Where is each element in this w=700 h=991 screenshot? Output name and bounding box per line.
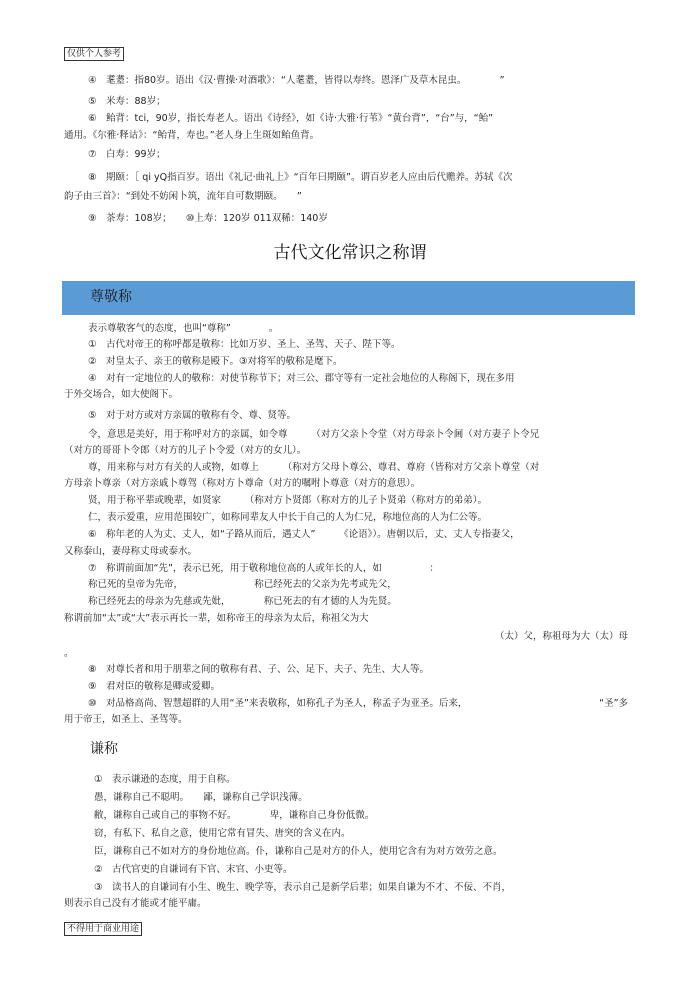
text-line: 方母亲卜尊亲（对方亲戚卜尊驾（称对方卜尊命（对方的嘱咐卜尊意（对方的意思）。 [64, 478, 421, 489]
section-heading: 尊敬称 [90, 289, 132, 305]
text-line: ⑨ 君对臣的敬称是卿或爱卿。 [88, 681, 221, 692]
text-line: 令，意思是美好，用于称呼对方的亲属，如令尊 （对方父亲卜令堂（对方母亲卜令阃（对方妻子卜令兄 [88, 429, 540, 440]
text-line: 愚，谦称自己不聪明。 鄙，谦称自己学识浅薄。 [94, 792, 308, 803]
text-line: ② 古代官吏的自谦词有下官、末官、小吏等。 [94, 864, 293, 875]
text-line: ⑨ 茶寿：108岁； ⑩上寿：120岁 011双稀：140岁 [88, 213, 328, 224]
text-line: ⑦ 白寿：99岁； [88, 149, 166, 160]
text-line: ⑧ 期颐：［ qi yQ指百岁。语出《礼记·曲礼上》“百年曰期颐”。谓百岁老人应由后代赡养。苏轼《次 [88, 172, 513, 183]
text-line: ② 对皇太子、亲王的敬称是殿下。③对将军的敬称是麾下。 [88, 356, 343, 367]
text-line: 通用。《尔雅·释诂》：“鲐背，寿也。”老人身上生斑如鲐鱼背。 [64, 130, 320, 141]
text-line: （对方的哥哥卜令郎（对方的儿子卜令爱（对方的女儿）。 [64, 445, 307, 456]
text-line: 称已经死去的母亲为先慈或先妣， 称已死去的有才德的人为先贤。 [88, 596, 397, 607]
text-line: 。 [64, 648, 74, 659]
text-line: 韵子由三首》：“到处不妨闲卜筑，流年自可数期颐。 ” [64, 191, 302, 202]
text-line: ⑤ 米寿：88岁； [88, 96, 166, 107]
text-line: ① 古代对帝王的称呼都是敬称：比如万岁、圣上、圣驾、天子、陛下等。 [88, 339, 401, 350]
text-line: 用于帝王，如圣上、圣驾等。 [64, 714, 188, 725]
text-line: 又称泰山，妻母称丈母或泰水。 [64, 546, 198, 557]
section-banner [62, 281, 635, 315]
text-line: 则表示自己没有才能或才能平庸。 [64, 898, 207, 909]
page-title: 古代文化常识之称谓 [273, 243, 427, 263]
text-line: ⑦ 称谓前面加“先”，表示已死，用于敬称地位高的人或年长的人，如 ： [88, 563, 439, 574]
text-line: 尊，用来称与对方有关的人或物，如尊上 （称对方父母卜尊公、尊君、尊府（皆称对方父亲卜尊堂（对 [88, 462, 540, 473]
text-line: 于外交场合，如大使阁下。 [64, 389, 179, 400]
text-line: 臣，谦称自己不如对方的身份地位高。仆，谦称自己是对方的仆人，使用它含有为对方效劳之意。 [94, 846, 503, 857]
section-heading: 谦称 [90, 741, 118, 757]
text-line: “圣”多 [599, 698, 628, 709]
text-line: （太）父，称祖母为大（太）母 [494, 631, 628, 642]
text-line: ④ 耄耋：指80岁。语出《汉·曹操·对酒歌》：“人耄耋，皆得以寿终。恩泽广及草木昆虫。 ” [88, 75, 505, 86]
text-line: 贤，用于称平辈或晚辈，如贤家 （称对方卜贤郎（称对方的儿子卜贤弟（称对方的弟弟）。 [88, 495, 488, 506]
text-line: ⑩ 对品格高尚、智慧超群的人用“圣”来表敬称，如称孔子为圣人，称孟子为亚圣。后来， [88, 698, 468, 709]
text-line: 称谓前加“太”或“大”表示再长一辈，如称帝王的母亲为太后，称祖父为大 [64, 613, 369, 624]
text-line: ③ 读书人的自谦词有小生、晚生、晚学等，表示自己是新学后辈；如果自谦为不才、不佞、不肖， [94, 882, 512, 893]
text-line: ④ 对有一定地位的人的敬称：对使节称节下；对三公、郡守等有一定社会地位的人称阁下，现在多用 [88, 373, 515, 384]
header-stamp: 仅供个人参考 [64, 47, 124, 61]
text-line: 仁，表示爱重，应用范围较广，如称同辈友人中长于自己的人为仁兄，称地位高的人为仁公等。 [88, 512, 488, 523]
footer-stamp: 不得用于商业用途 [64, 922, 142, 936]
text-line: 敝，谦称自己或自己的事物不好。 卑，谦称自己身份低微。 [94, 810, 375, 821]
text-line: ⑥ 鲐背：tci，90岁，指长寿老人。语出《诗经》，如《诗·大雅·行苇》“黄台背”，“台”与，“鲐” [88, 113, 494, 124]
text-line: 表示尊敬客气的态度，也叫“尊称” 。 [88, 323, 279, 334]
text-line: ⑤ 对于对方或对方亲属的敬称有令、尊、贤等。 [88, 410, 297, 421]
text-line: ⑥ 称年老的人为丈、丈人，如“子路从而后，遇丈人” 《论语》）。唐朝以后，丈、丈人专指妻父， [88, 529, 520, 540]
text-line: 窃，有私下、私自之意，使用它常有冒失、唐突的含义在内。 [94, 828, 351, 839]
text-line: ⑧ 对尊长者和用于朋辈之间的敬称有君、子、公、足下、夫子、先生、大人等。 [88, 664, 430, 675]
text-line: ① 表示谦逊的态度，用于自称。 [94, 774, 236, 785]
text-line: 称已死的皇帝为先帝， 称已经死去的父亲为先考或先父， [88, 579, 397, 590]
